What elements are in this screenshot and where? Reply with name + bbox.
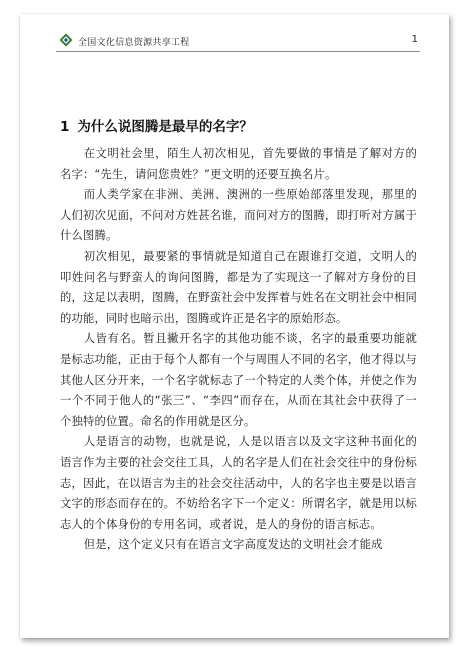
paragraph: 而人类学家在非洲、美洲、澳洲的一些原始部落里发现，那里的人们初次见面，不问对方姓甚名谁，而问对方的图腾，即打听对方属于什么图腾。: [60, 188, 417, 243]
section-heading: [60, 115, 253, 135]
section-number: 1: [60, 119, 70, 135]
header-title: 全国文化信息资源共享工程: [78, 38, 190, 48]
body-text: [60, 144, 417, 556]
paragraph: 人皆有名。暂且撇开名字的其他功能不谈，名字的最重要功能就是标志功能，正由于每个人都有一个与周围人不同的名字，他才得以与其他人区分开来，一个名字就标志了一个特定的人类个体，并使之作为一个不同于他人的“张三”、“李四”而存在，从而在其社会中获得了一个独特的位置。命名的作用就是区分。: [60, 332, 417, 428]
diamond-logo-icon: [59, 33, 73, 47]
section-title: 为什么说图腾是最早的名字？: [77, 119, 253, 135]
header-rule: [56, 51, 420, 52]
paragraph: 初次相见，最要紧的事情就是知道自己在跟谁打交道，文明人的叩姓问名与野蛮人的询问图腾，都是为了实现这一了解对方身份的目的，这足以表明，图腾，在野蛮社会中发挥着与姓名在文明社会中相同的功能，同时也暗示出，图腾或许正是名字的原始形态。: [60, 249, 417, 325]
page-number: 1: [411, 34, 418, 45]
paragraph: 在文明社会里，陌生人初次相见，首先要做的事情是了解对方的名字：“先生，请问您贵姓？”更文明的还要互换名片。: [60, 147, 417, 181]
paragraph: 但是，这个定义只有在语言文字高度发达的文明社会才能成: [83, 538, 383, 552]
paragraph: 人是语言的动物，也就是说，人是以语言以及文字这种书面化的语言作为主要的社会交往工具，人的名字是人们在社会交往中的身份标志，因此，在以语言为主的社会交往活动中，人的名字也主要是以语言文字的形态而存在的。不妨给名字下一个定义：所谓名字，就是用以标志人的个体身份的专用名词，或者说，是人的身份的语言标志。: [60, 435, 417, 531]
document-page: [20, 14, 449, 638]
page-header: [56, 30, 420, 54]
